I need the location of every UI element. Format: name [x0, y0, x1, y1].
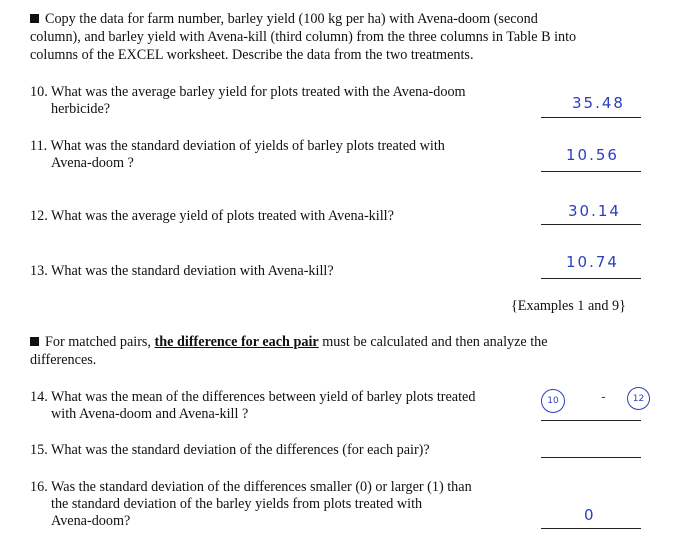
q14-circle-left[interactable]: 10	[541, 389, 565, 413]
intro-line-1: Copy the data for farm number, barley yield (100 kg per ha) with Avena-doom (second	[30, 11, 538, 28]
bullet-icon	[30, 337, 39, 346]
q14-circle-right[interactable]: 12	[627, 387, 650, 410]
q13-answer[interactable]: 10.74	[566, 253, 619, 271]
q10-answer-line	[541, 117, 641, 118]
q14-minus: -	[601, 390, 608, 405]
intro-line-3: columns of the EXCEL worksheet. Describe the data from the two treatments.	[30, 47, 474, 63]
q16-answer-line	[541, 528, 641, 529]
q15-text: 15. What was the standard deviation of the differences (for each pair)?	[30, 442, 430, 458]
q16-text-2: the standard deviation of the barley yields from plots treated with	[51, 496, 423, 512]
matched-line-2: differences.	[30, 352, 97, 368]
q11-answer[interactable]: 10.56	[566, 146, 619, 164]
q13-text: 13. What was the standard deviation with Avena-kill?	[30, 263, 334, 279]
q12-answer[interactable]: 30.14	[568, 202, 621, 220]
examples-note: {Examples 1 and 9}	[511, 298, 626, 314]
q10-answer[interactable]: 35.48	[572, 94, 625, 112]
q11-text-1: 11. What was the standard deviation of yields of barley plots treated with	[30, 138, 445, 154]
q14-answer-line	[541, 420, 641, 421]
q16-text-1: 16. Was the standard deviation of the differences smaller (0) or larger (1) than	[30, 479, 472, 495]
matched-line-1: For matched pairs, the difference for each pair must be calculated and then analyze the	[30, 334, 548, 351]
q15-answer-line	[541, 457, 641, 458]
bullet-icon	[30, 14, 39, 23]
q12-answer-line	[541, 224, 641, 225]
q13-answer-line	[541, 278, 641, 279]
q16-text-3: Avena-doom?	[51, 513, 131, 529]
q11-text-2: Avena-doom ?	[51, 155, 134, 171]
intro-line-2: column), and barley yield with Avena-kill (third column) from the three columns in Table B into	[30, 29, 577, 45]
q14-text-1: 14. What was the mean of the differences between yield of barley plots treated	[30, 389, 476, 405]
difference-emphasis: the difference for each pair	[154, 334, 319, 350]
q12-text: 12. What was the average yield of plots treated with Avena-kill?	[30, 208, 394, 224]
q14-text-2: with Avena-doom and Avena-kill ?	[51, 406, 249, 422]
q10-text-2: herbicide?	[51, 101, 111, 117]
q10-text-1: 10. What was the average barley yield for plots treated with the Avena-doom	[30, 84, 466, 100]
q16-answer[interactable]: 0	[584, 506, 596, 524]
q11-answer-line	[541, 171, 641, 172]
